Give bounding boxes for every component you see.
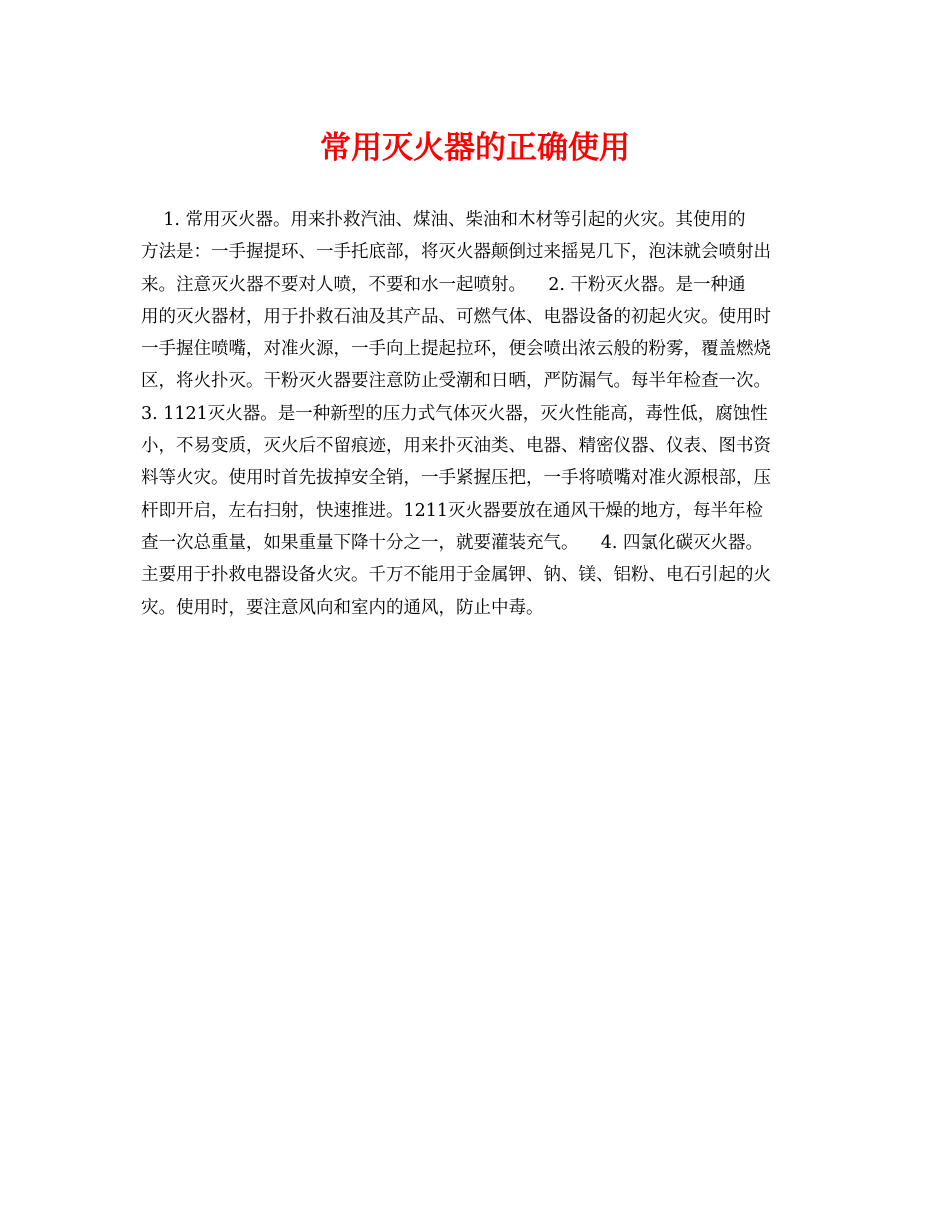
body-line: 小，不易变质，灭火后不留痕迹，用来扑灭油类、电器、精密仪器、仪表、图书资 — [141, 436, 771, 457]
document-body — [141, 204, 841, 624]
body-line: 1. 常用灭火器。用来扑救汽油、煤油、柴油和木材等引起的火灾。其使用的 — [141, 210, 746, 230]
body-line: 用的灭火器材，用于扑救石油及其产品、可燃气体、电器设备的初起火灾。使用时 — [141, 306, 771, 327]
body-line: 一手握住喷嘴，对准火源，一手向上提起拉环，便会喷出浓云般的粉雾，覆盖燃烧 — [141, 339, 771, 360]
body-line: 查一次总重量，如果重量下降十分之一，就要灌装充气。 4. 四氯化碳灭火器。 — [141, 532, 764, 553]
body-line: 来。注意灭火器不要对人喷，不要和水一起喷射。 2. 干粉灭火器。是一种通 — [141, 274, 746, 295]
body-line: 区，将火扑灭。干粉灭火器要注意防止受潮和日晒，严防漏气。每半年检查一次。 — [141, 371, 771, 392]
body-line: 灾。使用时，要注意风向和室内的通风，防止中毒。 — [141, 597, 544, 618]
body-line: 杆即开启，左右扫射，快速推进。1211灭火器要放在通风干燥的地方，每半年检 — [141, 500, 764, 521]
body-line: 料等火灾。使用时首先拔掉安全销，一手紧握压把，一手将喷嘴对准火源根部，压 — [141, 468, 771, 489]
body-line: 主要用于扑救电器设备火灾。千万不能用于金属钾、钠、镁、铝粉、电石引起的火 — [141, 565, 771, 586]
body-line: 方法是：一手握提环、一手托底部，将灭火器颠倒过来摇晃几下，泡沫就会喷射出 — [141, 242, 771, 263]
body-line: 3. 1121灭火器。是一种新型的压力式气体灭火器，灭火性能高，毒性低，腐蚀性 — [141, 403, 768, 424]
document-title: 常用灭火器的正确使用 — [320, 130, 630, 166]
